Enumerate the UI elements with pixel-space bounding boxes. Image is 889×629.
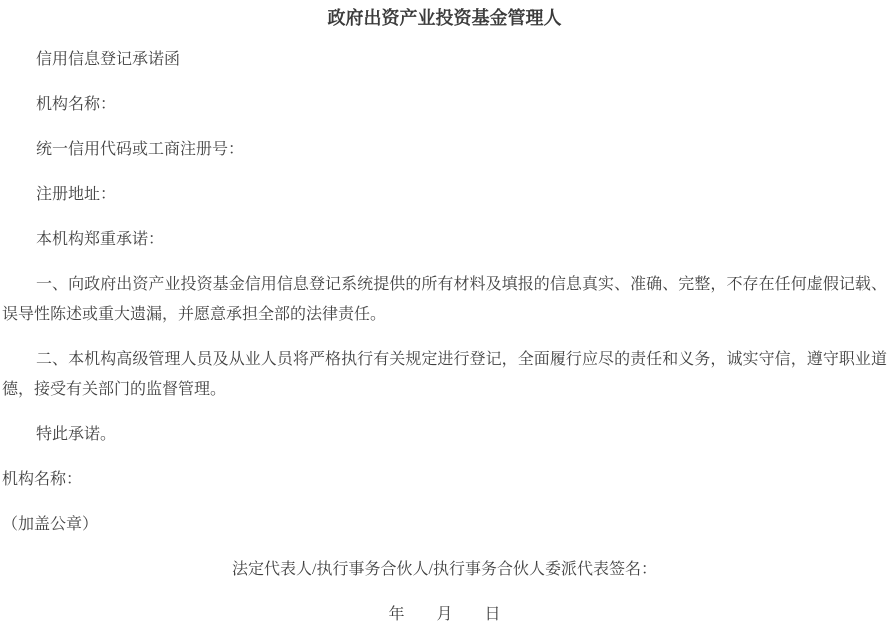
signature-org-name-label: 机构名称： — [2, 471, 83, 488]
pledge-intro: 本机构郑重承诺： — [36, 231, 165, 248]
document-title: 政府出资产业投资基金管理人 — [327, 8, 562, 28]
signature-signer-label: 法定代表人/执行事务合伙人/执行事务合伙人委派代表签名： — [232, 561, 657, 578]
field-label-registered-address: 注册地址： — [36, 186, 117, 203]
field-label-credit-code: 统一信用代码或工商注册号： — [36, 141, 245, 158]
signature-date-line: 年 月 日 — [388, 606, 501, 623]
signature-seal-note: （加盖公章） — [2, 516, 99, 533]
field-label-org-name: 机构名称： — [36, 96, 117, 113]
clause-1: 一、向政府出资产业投资基金信用信息登记系统提供的所有材料及填报的信息真实、准确、完整，不存在任何虚假记载、误导性陈述或重大遗漏，并愿意承担全部的法律责任。 — [2, 276, 887, 323]
closing-statement: 特此承诺。 — [36, 426, 117, 443]
document-subtitle: 信用信息登记承诺函 — [36, 51, 181, 68]
clause-2: 二、本机构高级管理人员及从业人员将严格执行有关规定进行登记，全面履行应尽的责任和义务，诚实守信，遵守职业道德，接受有关部门的监督管理。 — [2, 351, 887, 398]
